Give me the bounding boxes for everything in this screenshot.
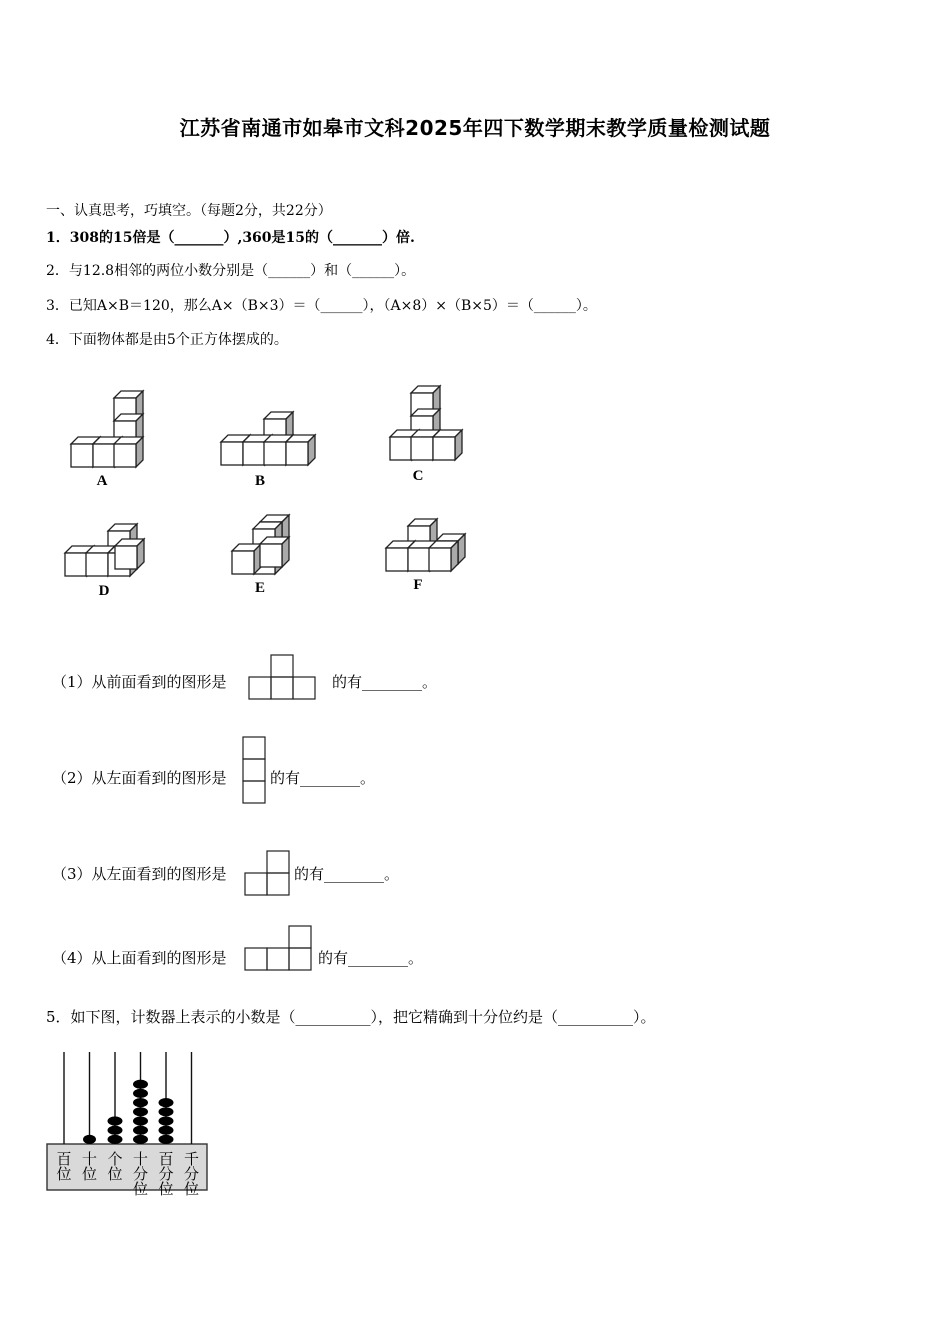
figure-a [71,391,143,467]
abacus-bead [108,1126,123,1135]
abacus-bead [133,1107,148,1116]
abacus-bead [108,1135,123,1144]
abacus-bead [133,1089,148,1098]
figure-label-e: E [254,580,265,596]
abacus-bead [159,1135,174,1144]
section-heading: 一、认真思考，巧填空。（每题2分，共22分） [46,203,332,219]
abacus-bead [133,1126,148,1135]
abacus-bead [133,1116,148,1125]
figure-c [390,386,462,460]
abacus-bead [133,1080,148,1089]
sub-question-4-prefix: （4）从上面看到的图形是 [52,949,227,967]
figure-label-f: F [413,577,423,593]
view-shape-3 [245,851,289,895]
figure-e [232,515,289,574]
abacus-bead [159,1126,174,1135]
abacus-place-label-2: 十 位 [81,1150,97,1183]
abacus-bead [159,1098,174,1107]
sub-question-3-prefix: （3）从左面看到的图形是 [52,865,227,883]
figure-f [386,519,465,571]
view-shape-2 [243,737,265,803]
figure-b [221,412,315,465]
abacus-place-label-3: 个 位 [107,1150,123,1183]
sub-question-2-suffix: 的有________。 [270,769,376,787]
sub-question-1-suffix: 的有________。 [332,673,438,691]
view-shape-1 [249,655,315,699]
sub-question-3-suffix: 的有________。 [294,865,400,883]
abacus-bead [133,1135,148,1144]
figure-label-a: A [96,473,108,489]
abacus-place-label-4: 十 分 位 [132,1150,148,1198]
figure-label-b: B [254,473,265,489]
sub-question-2-prefix: （2）从左面看到的图形是 [52,769,227,787]
abacus-place-label-6: 千 分 位 [183,1150,199,1198]
page-title: 江苏省南通市如皋市文科2025年四下数学期末教学质量检测试题 [179,116,771,140]
figure-label-d: D [98,583,110,599]
abacus-bead [83,1135,96,1144]
abacus-bead [108,1116,123,1125]
abacus-bead [133,1098,148,1107]
sub-question-4-suffix: 的有________。 [318,949,424,967]
abacus-bead [159,1116,174,1125]
question-4: 4．下面物体都是由5个正方体摆成的。 [46,332,288,348]
question-5: 5．如下图，计数器上表示的小数是（__________），把它精确到十分位约是（__________）。 [46,1008,656,1026]
figure-label-c: C [412,468,424,484]
abacus-bead [159,1107,174,1116]
sub-question-1-prefix: （1）从前面看到的图形是 [52,673,227,691]
abacus-place-label-1: 百 位 [56,1150,72,1183]
question-2: 2．与12.8相邻的两位小数分别是（______）和（______）。 [46,263,416,279]
question-3: 3．已知A×B＝120，那么A×（B×3）＝（______），（A×8）×（B×5）＝（______）。 [46,298,597,314]
view-shape-4 [245,926,311,970]
figure-d [65,524,144,576]
abacus-place-label-5: 百 分 位 [158,1150,174,1198]
question-1: 1．308的15倍是（_______）,360是15的（_______）倍. [46,230,415,246]
